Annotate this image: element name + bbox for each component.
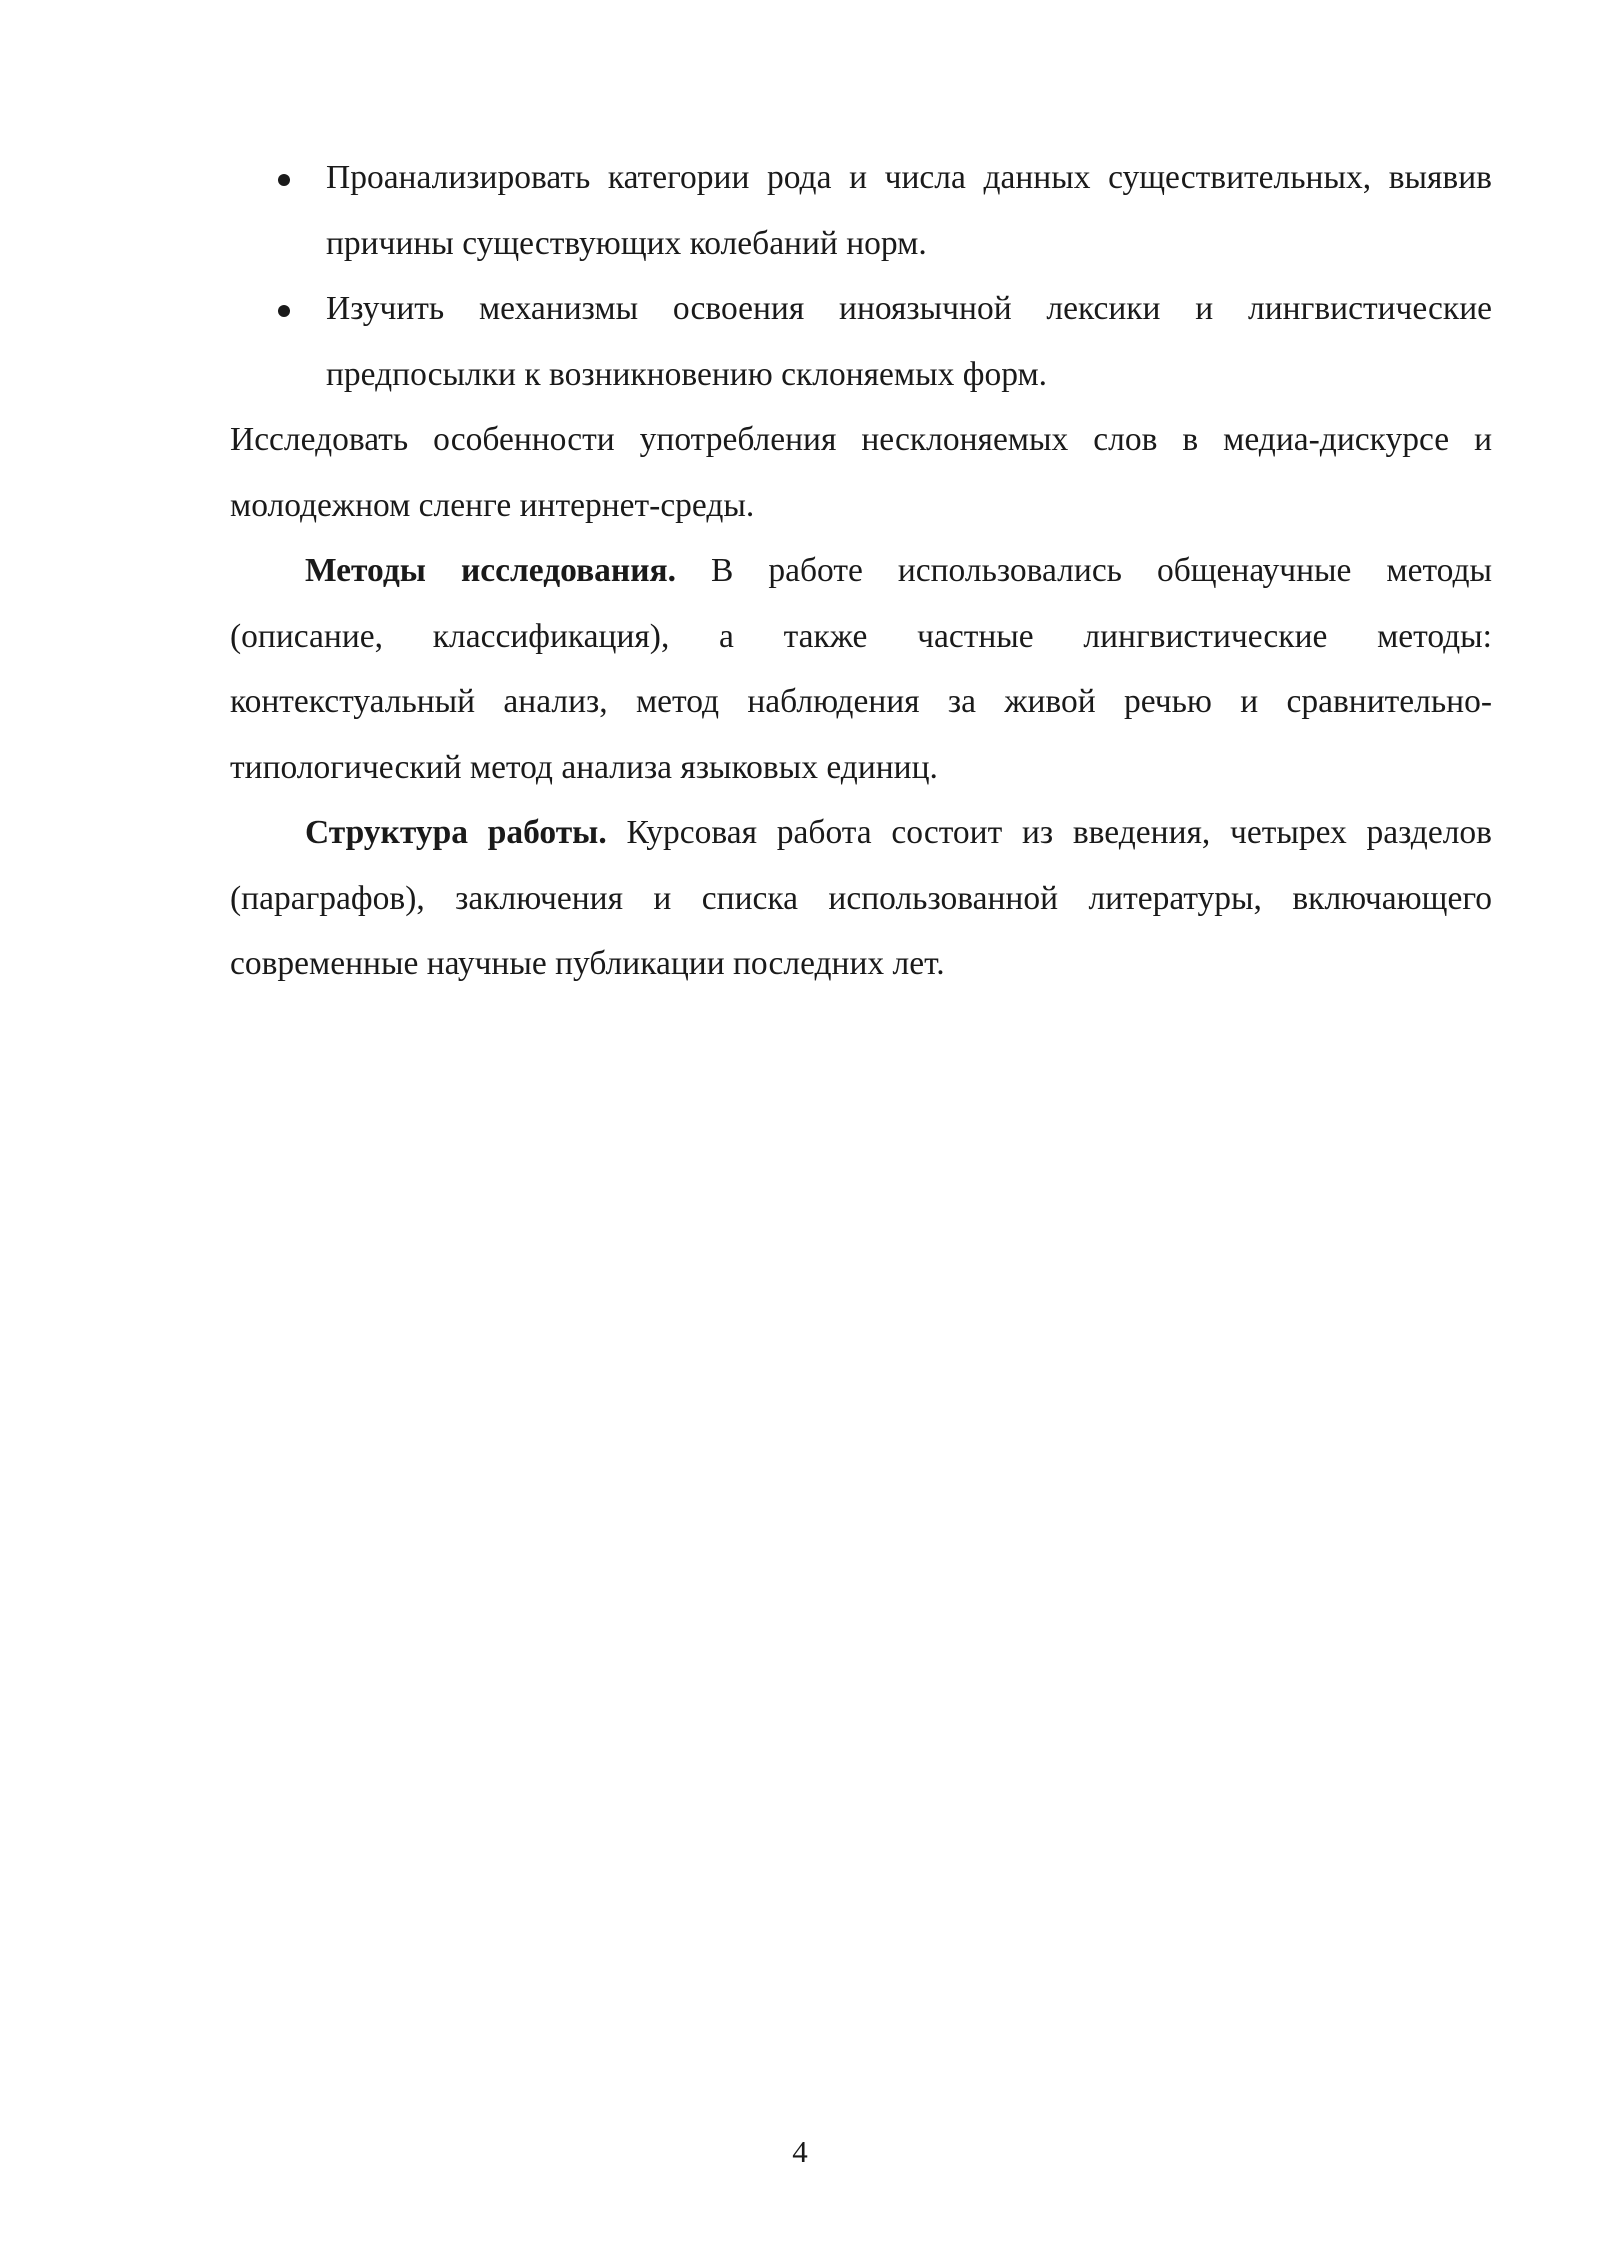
list-item	[230, 145, 1492, 276]
structure-heading: Структура работы.	[305, 814, 607, 851]
page-body	[230, 145, 1492, 997]
research-paragraph: Исследовать особенности употребления несклоняемых слов в медиа-дискурсе и молодежном сленге интернет-среды.	[230, 421, 1492, 524]
methods-heading: Методы исследования.	[305, 552, 677, 589]
bullet-icon	[278, 174, 290, 186]
objectives-list	[230, 145, 1492, 407]
structure-text: Курсовая работа состоит из введения, четырех разделов (параграфов), заключения и списка использованной литературы, включающего современные научные публикации последних лет.	[230, 814, 1492, 982]
list-item-text: Проанализировать категории рода и числа данных существительных, выявив причины существующих колебаний норм.	[326, 159, 1492, 262]
structure-paragraph	[230, 800, 1492, 997]
bullet-icon	[278, 305, 290, 317]
list-item	[230, 276, 1492, 407]
methods-text: В работе использовались общенаучные методы (описание, классификация), а также частные лингвистические методы: контекстуальный анализ, метод наблюдения за живой речью и сравнительно-типологический метод анализа языковых единиц.	[230, 552, 1493, 786]
list-item-text: Изучить механизмы освоения иноязычной лексики и лингвистические предпосылки к возникновению склоняемых форм.	[326, 290, 1492, 393]
methods-paragraph	[230, 538, 1492, 800]
page-number: 4	[792, 2134, 808, 2169]
